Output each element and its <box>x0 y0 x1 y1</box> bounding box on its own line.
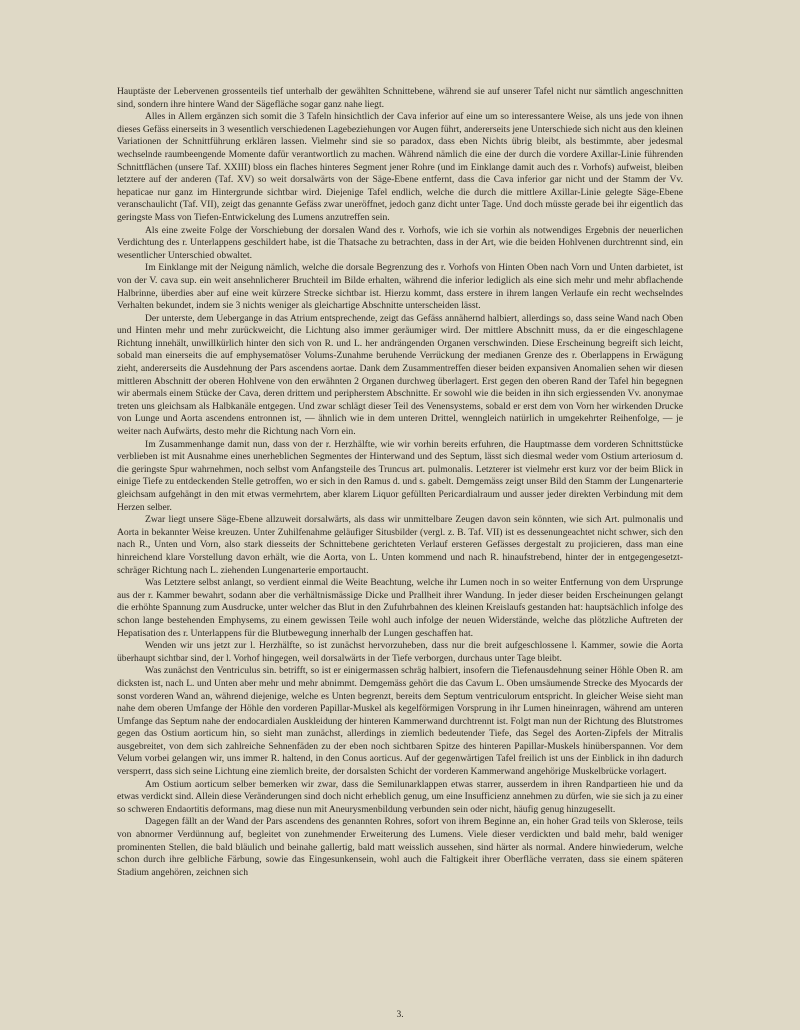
paragraph: Alles in Allem ergänzen sich somit die 3 Tafeln hinsichtlich der Cava inferior auf eine um so interessantere Weise, als uns jede von ihnen dieses Gefäss einerseits in 3 wesentlich verschiedenen Lagebeziehungen vor Augen führt, andererseits jene Unterschiede sich nicht aus den kleinen Variationen der Schnittführung erklären lassen. Vielmehr sind sie so paradox, dass eben Nichts übrig bleibt, als bestimmte, aber jedesmal wechselnde raumbeengende Momente dafür verantwortlich zu machen. Während nämlich die eine der durch die vordere Axillar-Linie führenden Schnittflächen (unsere Taf. XXIII) bloss ein flaches hinteres Segment jener Rohre (und im Einklange damit auch des r. Vorhofs) aufweist, bleiben letztere auf der anderen (Taf. XV) so weit dorsalwärts von der Säge-Ebene entfernt, dass die Cava inferior gar nicht und der Stamm der Vv. hepaticae nur ganz im Hintergrunde sichtbar wird. Diejenige Tafel endlich, welche die durch die mittlere Axillar-Linie gelegte Säge-Ebene veranschaulicht (Taf. VII), zeigt das genannte Gefäss zwar uneröffnet, jedoch ganz dicht unter Tage. Und doch müsste gerade bei ihr eigentlich das geringste Mass von Tiefen-Entwickelung des Lumens anzutreffen sein. <box>117 111 683 223</box>
body-text <box>117 86 683 879</box>
paragraph: Dagegen fällt an der Wand der Pars ascendens des genannten Rohres, sofort von ihrem Beginne an, ein hoher Grad teils von Sklerose, teils von abnormer Verdünnung auf, begleitet von zunehmender Erweiterung des Lumens. Viele dieser verdickten und bald mehr, bald weniger prominenten Stellen, die bald bläulich und beinahe gallertig, bald matt weisslich aussehen, sind härter als normal. Andere hinwiederum, welche schon durch ihre gelbliche Färbung, sowie das Eingesunkensein, wohl auch die Faltigkeit ihrer Oberfläche verraten, dass sie einem späteren Stadium angehören, zeichnen sich <box>117 816 683 878</box>
paragraph: Im Zusammenhange damit nun, dass von der r. Herzhälfte, wie wir vorhin bereits erfuhren, die Hauptmasse dem vorderen Schnittstücke verblieben ist mit Ausnahme eines unerheblichen Segmentes der Hinterwand und des Septum, lässt sich diesmal weder vom Ostium arteriosum d. die geringste Spur wahrnehmen, noch selbst vom Anfangsteile des Truncus art. pulmonalis. Letzterer ist vielmehr erst kurz vor der beim Blick in einige Tiefe zu entdeckenden Stelle getroffen, wo er sich in den Ramus d. und s. gabelt. Demgemäss zeigt unser Bild den Stamm der Lungenarterie gleichsam aufgehängt in den mit etwas vermehrtem, aber klarem Liquor gefüllten Pericardialraum und ausser jeder direkten Verbindung mit dem Herzen selber. <box>117 438 683 513</box>
paragraph: Wenden wir uns jetzt zur l. Herzhälfte, so ist zunächst hervorzuheben, dass nur die breit aufgeschlossene l. Kammer, sowie die Aorta überhaupt sichtbar sind, der l. Vorhof hingegen, weil dorsalwärts in der Tiefe verborgen, durchaus unter Tage bleibt. <box>117 640 683 664</box>
paragraph: Der unterste, dem Uebergange in das Atrium entsprechende, zeigt das Gefäss annähernd halbiert, allerdings so, dass seine Wand nach Oben und Hinten mehr und mehr zurückweicht, die Lichtung also immer geräumiger wird. Der mittlere Abschnitt muss, da er die eingeschlagene Richtung innehält, unwillkürlich hinter den sich von R. und L. her andrängenden Organen verschwinden. Diese Erscheinung begreift sich leicht, sobald man einerseits die auf emphysematöser Volums-Zunahme beruhende Verrückung der medianen Grenze des r. Oberlappens in Erwägung zieht, andererseits die Ausdehnung der Pars ascendens aortae. Dank dem Zusammentreffen dieser beiden expansiven Anomalien sehen wir diesen mittleren Abschnitt der oberen Hohlvene von den erwähnten 2 Organen durchweg überlagert. Erst gegen den oberen Rand der Tafel hin begegnen wir abermals einem Stücke der Cava, deren drittem und peripherstem Abschnitte. Er sowohl wie die beiden in ihn sich ergiessenden Vv. anonymae treten uns gleichsam als Halbkanäle entgegen. Und zwar schlägt dieser Teil des Venensystems, sobald er erst dem von Vorn her wirkenden Drucke von Lunge und Aorta ascendens entronnen ist, — ähnlich wie in dem unteren Drittel, wenngleich natürlich in umgekehrter Reihenfolge, — je weiter nach Aufwärts, desto mehr die Richtung nach Vorn ein. <box>117 312 683 438</box>
paragraph: Hauptäste der Lebervenen grossenteils tief unterhalb der gewählten Schnittebene, während sie auf unserer Tafel nicht nur sämtlich angeschnitten sind, sondern ihre hintere Wand der Sägefläche sogar ganz nahe liegt. <box>117 86 683 110</box>
paragraph: Zwar liegt unsere Säge-Ebene allzuweit dorsalwärts, als dass wir unmittelbare Zeugen davon sein könnten, wie sich Art. pulmonalis und Aorta in bekannter Weise kreuzen. Unter Zuhilfenahme geläufiger Situsbilder (vergl. z. B. Taf. VII) ist es dessenungeachtet nicht schwer, sich den nach R., Unten und Vorn, also stark diesseits der Schnittebene gerichteten Verlauf ersteren Gefässes dergestalt zu projicieren, dass man eine hinreichend klare Vorstellung davon erhält, wie die Aorta, von L. Unten kommend und nach R. hinaufstrebend, hinter der in entgegengesetzt-schräger Richtung nach L. ziehenden Lungenarterie emportaucht. <box>117 514 683 576</box>
paragraph: Was Letztere selbst anlangt, so verdient einmal die Weite Beachtung, welche ihr Lumen noch in so weiter Entfernung von dem Ursprunge aus der r. Kammer bewahrt, sodann aber die verhältnismässige Dicke und Prallheit ihrer Wandung. In jeder dieser beiden Erscheinungen gelangt die erhöhte Spannung zum Ausdrucke, unter welcher das Blut in den Zufuhrbahnen des kleinen Kreislaufs gestanden hat: hauptsächlich infolge des schon lange bestehenden Emphysems, zu einem gewissen Teile wohl auch infolge der neuen Widerstände, welche das plötzliche Auftreten der Hepatisation des r. Unterlappens für die Blutbewegung innerhalb der Lungen geschaffen hat. <box>117 577 683 639</box>
page-number: 3. <box>396 1010 404 1020</box>
paragraph: Am Ostium aorticum selber bemerken wir zwar, dass die Semilunarklappen etwas starrer, ausserdem in ihren Randpartieen hie und da etwas verdickt sind. Allein diese Veränderungen sind doch nicht erheblich genug, um eine Insufficienz annehmen zu dürfen, wie sie sich ja zu einer so schweren Endaortitis deformans, mag diese nun mit Aneurysmenbildung verbunden sein oder nicht, häufig genug hinzugesellt. <box>117 778 683 815</box>
paragraph: Als eine zweite Folge der Vorschiebung der dorsalen Wand des r. Vorhofs, wie ich sie vorhin als notwendiges Ergebnis der neuerlichen Verdichtung des r. Unterlappens geschildert habe, ist die Thatsache zu betrachten, dass in der Art, wie die beiden Hohlvenen durchtrennt sind, ein wesentlicher Unterschied obwaltet. <box>117 224 683 261</box>
paragraph: Im Einklange mit der Neigung nämlich, welche die dorsale Begrenzung des r. Vorhofs von Hinten Oben nach Vorn und Unten darbietet, ist von der V. cava sup. ein weit ansehnlicherer Bruchteil im Bilde erhalten, während die inferior lediglich als eine sich mehr und mehr abflachende Halbrinne, überdies aber auf eine weit kürzere Strecke sichtbar ist. Hierzu kommt, dass erstere in ihrem langen Verlaufe ein recht wechselndes Verhalten bekundet, indem sie 3 nichts weniger als gleichartige Abschnitte unterscheiden lässt. <box>117 262 683 312</box>
paragraph: Was zunächst den Ventriculus sin. betrifft, so ist er einigermassen schräg halbiert, insofern die Tiefenausdehnung seiner Höhle Oben R. am dicksten ist, nach L. und Unten aber mehr und mehr abnimmt. Demgemäss gehört die das Cavum L. Oben umsäumende Strecke des Myocards der sonst vorderen Wand an, während diejenige, welche es Unten begrenzt, bereits dem Septum ventriculorum entspricht. In gleicher Weise sieht man nahe dem oberen Umfange der Höhle den vorderen Papillar-Muskel als kegelförmigen Vorsprung in ihr Lumen hineinragen, während am unteren Umfange das Septum nahe der endocardialen Auskleidung der hinteren Kammerwand durchtrennt ist. Folgt man nun der Richtung des Blutstromes gegen das Ostium aorticum hin, so sieht man zunächst, allerdings in ziemlich bedeutender Tiefe, das Segel des Aorten-Zipfels der Mitralis ausgebreitet, von dem sich zahlreiche Sehnenfäden zu der eben noch sichtbaren Spitze des hinteren Papillar-Muskels hinüberspannen. Vor dem Velum vorbei gelangen wir, uns immer R. haltend, in den Conus aorticus. Auf der gegenwärtigen Tafel freilich ist uns der Einblick in ihn dadurch versperrt, dass sich seine Lichtung eine ziemlich breite, der dorsalsten Schicht der vorderen Kammerwand angehörige Muskelbrücke vorlagert. <box>117 665 683 778</box>
